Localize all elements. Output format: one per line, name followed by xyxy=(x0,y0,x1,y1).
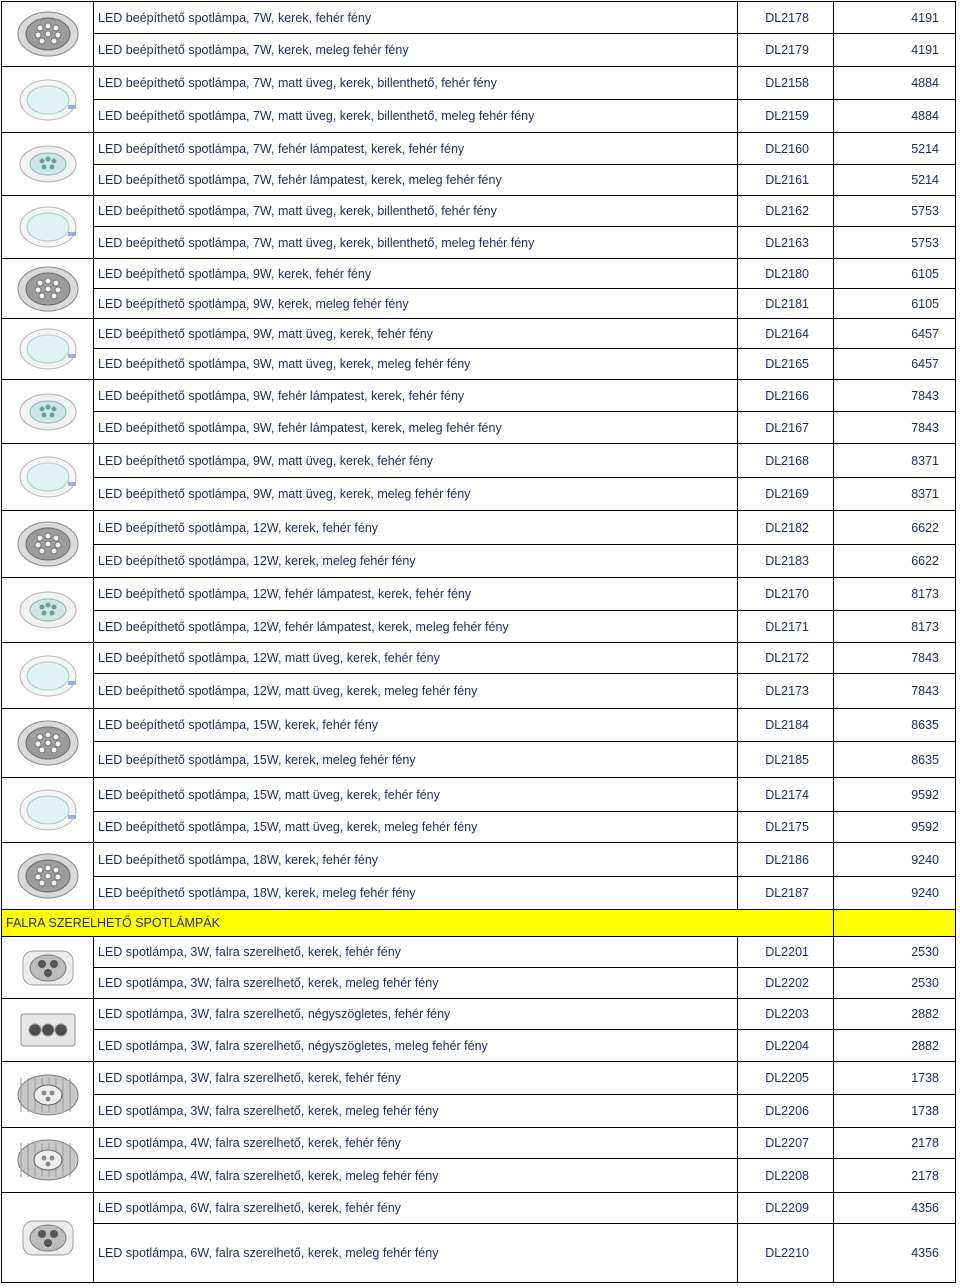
product-code: DL2167 xyxy=(738,412,834,444)
product-description: LED spotlámpa, 3W, falra szerelhető, kerek, meleg fehér fény xyxy=(94,968,738,999)
table-row xyxy=(2,674,956,709)
product-code: DL2163 xyxy=(738,227,834,259)
product-price: 8635 xyxy=(834,709,956,742)
table-row xyxy=(2,196,956,227)
recessed-frosted-spotlight-icon xyxy=(2,202,93,252)
product-image-cell xyxy=(2,1193,94,1283)
product-price: 6622 xyxy=(834,511,956,545)
product-image-cell xyxy=(2,133,94,196)
product-code: DL2172 xyxy=(738,643,834,674)
table-row xyxy=(2,259,956,289)
product-description: LED beépíthető spotlámpa, 12W, fehér lámpatest, kerek, fehér fény xyxy=(94,578,738,611)
table-row xyxy=(2,545,956,578)
product-description: LED beépíthető spotlámpa, 15W, kerek, fehér fény xyxy=(94,709,738,742)
product-code: DL2185 xyxy=(738,742,834,778)
product-image-cell xyxy=(2,843,94,910)
product-price: 5214 xyxy=(834,165,956,196)
product-price: 4191 xyxy=(834,34,956,67)
product-price: 4356 xyxy=(834,1193,956,1224)
product-description: LED beépíthető spotlámpa, 7W, matt üveg, kerek, billenthető, meleg fehér fény xyxy=(94,100,738,133)
section-title: FALRA SZERELHETŐ SPOTLÁMPÁK xyxy=(2,910,834,937)
table-row xyxy=(2,843,956,877)
product-description: LED beépíthető spotlámpa, 7W, fehér lámpatest, kerek, fehér fény xyxy=(94,133,738,165)
product-image-cell xyxy=(2,778,94,843)
table-row xyxy=(2,709,956,742)
table-row xyxy=(2,2,956,34)
product-price: 5753 xyxy=(834,227,956,259)
product-image-cell xyxy=(2,67,94,133)
product-image-cell xyxy=(2,259,94,319)
table-row xyxy=(2,412,956,444)
product-code: DL2207 xyxy=(738,1128,834,1159)
product-image-cell xyxy=(2,999,94,1062)
product-price: 8173 xyxy=(834,611,956,643)
recessed-white-spotlight-icon xyxy=(2,139,93,189)
product-code: DL2174 xyxy=(738,778,834,812)
product-price: 5214 xyxy=(834,133,956,165)
table-row xyxy=(2,877,956,910)
product-image-cell xyxy=(2,2,94,67)
product-description: LED beépíthető spotlámpa, 9W, kerek, fehér fény xyxy=(94,259,738,289)
table-row xyxy=(2,999,956,1030)
wall-finned-spotlight-icon xyxy=(2,1135,93,1185)
product-description: LED spotlámpa, 3W, falra szerelhető, négyszögletes, fehér fény xyxy=(94,999,738,1030)
product-description: LED spotlámpa, 3W, falra szerelhető, négyszögletes, meleg fehér fény xyxy=(94,1030,738,1062)
product-code: DL2205 xyxy=(738,1062,834,1095)
product-description: LED beépíthető spotlámpa, 9W, matt üveg, kerek, fehér fény xyxy=(94,444,738,478)
product-code: DL2184 xyxy=(738,709,834,742)
table-row xyxy=(2,742,956,778)
table-row xyxy=(2,478,956,511)
product-image-cell xyxy=(2,380,94,444)
recessed-metal-spotlight-icon xyxy=(2,851,93,901)
wall-spotlights-header xyxy=(2,910,956,937)
product-price: 6457 xyxy=(834,319,956,349)
product-description: LED beépíthető spotlámpa, 7W, matt üveg, kerek, billenthető, fehér fény xyxy=(94,196,738,227)
recessed-white-spotlight-icon xyxy=(2,585,93,635)
product-description: LED beépíthető spotlámpa, 18W, kerek, meleg fehér fény xyxy=(94,877,738,910)
product-code: DL2203 xyxy=(738,999,834,1030)
table-row xyxy=(2,578,956,611)
product-price: 2882 xyxy=(834,1030,956,1062)
table-row xyxy=(2,133,956,165)
product-price: 6457 xyxy=(834,349,956,380)
product-description: LED beépíthető spotlámpa, 15W, matt üveg, kerek, fehér fény xyxy=(94,778,738,812)
product-code: DL2169 xyxy=(738,478,834,511)
product-code: DL2158 xyxy=(738,67,834,100)
table-row xyxy=(2,968,956,999)
product-price: 6622 xyxy=(834,545,956,578)
product-image-cell xyxy=(2,511,94,578)
product-code: DL2182 xyxy=(738,511,834,545)
recessed-metal-spotlight-icon xyxy=(2,9,93,59)
recessed-metal-spotlight-icon xyxy=(2,519,93,569)
product-description: LED beépíthető spotlámpa, 9W, matt üveg, kerek, meleg fehér fény xyxy=(94,478,738,511)
product-code: DL2173 xyxy=(738,674,834,709)
product-price: 8173 xyxy=(834,578,956,611)
product-image-cell xyxy=(2,1128,94,1193)
product-description: LED beépíthető spotlámpa, 9W, matt üveg, kerek, fehér fény xyxy=(94,319,738,349)
product-description: LED spotlámpa, 4W, falra szerelhető, kerek, meleg fehér fény xyxy=(94,1159,738,1193)
section-header-row xyxy=(2,910,956,937)
product-description: LED beépíthető spotlámpa, 12W, kerek, meleg fehér fény xyxy=(94,545,738,578)
product-price: 1738 xyxy=(834,1062,956,1095)
product-price: 4191 xyxy=(834,2,956,34)
table-row xyxy=(2,380,956,412)
product-price: 9240 xyxy=(834,877,956,910)
product-price: 2530 xyxy=(834,937,956,968)
product-price: 6105 xyxy=(834,289,956,319)
product-description: LED beépíthető spotlámpa, 7W, kerek, meleg fehér fény xyxy=(94,34,738,67)
product-code: DL2168 xyxy=(738,444,834,478)
product-image-cell xyxy=(2,319,94,380)
product-description: LED spotlámpa, 6W, falra szerelhető, kerek, meleg fehér fény xyxy=(94,1224,738,1283)
product-image-cell xyxy=(2,709,94,778)
product-price: 4884 xyxy=(834,67,956,100)
wall-round-spotlight-icon xyxy=(2,943,93,993)
recessed-frosted-spotlight-icon xyxy=(2,324,93,374)
product-code: DL2206 xyxy=(738,1095,834,1128)
table-row xyxy=(2,812,956,843)
product-description: LED beépíthető spotlámpa, 7W, kerek, fehér fény xyxy=(94,2,738,34)
recessed-metal-spotlight-icon xyxy=(2,718,93,768)
product-description: LED spotlámpa, 3W, falra szerelhető, kerek, fehér fény xyxy=(94,937,738,968)
product-code: DL2208 xyxy=(738,1159,834,1193)
product-code: DL2183 xyxy=(738,545,834,578)
wall-square-spotlight-icon xyxy=(2,1005,93,1055)
table-row xyxy=(2,289,956,319)
product-price: 1738 xyxy=(834,1095,956,1128)
table-row xyxy=(2,643,956,674)
table-row xyxy=(2,511,956,545)
recessed-frosted-spotlight-icon xyxy=(2,452,93,502)
product-price: 2178 xyxy=(834,1128,956,1159)
product-price: 8635 xyxy=(834,742,956,778)
table-row xyxy=(2,1128,956,1159)
table-row xyxy=(2,1030,956,1062)
product-price: 4884 xyxy=(834,100,956,133)
recessed-frosted-spotlight-icon xyxy=(2,651,93,701)
table-row xyxy=(2,319,956,349)
table-row xyxy=(2,349,956,380)
table-row xyxy=(2,165,956,196)
product-image-cell xyxy=(2,1062,94,1128)
table-row xyxy=(2,34,956,67)
product-price: 6105 xyxy=(834,259,956,289)
product-image-cell xyxy=(2,578,94,643)
product-description: LED beépíthető spotlámpa, 9W, kerek, meleg fehér fény xyxy=(94,289,738,319)
table-row xyxy=(2,1095,956,1128)
product-description: LED spotlámpa, 6W, falra szerelhető, kerek, fehér fény xyxy=(94,1193,738,1224)
product-code: DL2161 xyxy=(738,165,834,196)
product-code: DL2186 xyxy=(738,843,834,877)
product-code: DL2178 xyxy=(738,2,834,34)
product-description: LED beépíthető spotlámpa, 12W, matt üveg, kerek, meleg fehér fény xyxy=(94,674,738,709)
product-description: LED beépíthető spotlámpa, 12W, fehér lámpatest, kerek, meleg fehér fény xyxy=(94,611,738,643)
product-code: DL2165 xyxy=(738,349,834,380)
product-price: 9592 xyxy=(834,778,956,812)
product-description: LED beépíthető spotlámpa, 7W, fehér lámpatest, kerek, meleg fehér fény xyxy=(94,165,738,196)
recessed-frosted-spotlight-icon xyxy=(2,75,93,125)
price-list-table xyxy=(1,1,956,1283)
wall-round-spotlight-icon xyxy=(2,1213,93,1263)
product-code: DL2175 xyxy=(738,812,834,843)
product-description: LED beépíthető spotlámpa, 9W, fehér lámpatest, kerek, meleg fehér fény xyxy=(94,412,738,444)
product-description: LED beépíthető spotlámpa, 9W, fehér lámpatest, kerek, fehér fény xyxy=(94,380,738,412)
table-row xyxy=(2,1062,956,1095)
product-description: LED beépíthető spotlámpa, 7W, matt üveg, kerek, billenthető, fehér fény xyxy=(94,67,738,100)
product-description: LED beépíthető spotlámpa, 18W, kerek, fehér fény xyxy=(94,843,738,877)
product-price: 8371 xyxy=(834,444,956,478)
table-row xyxy=(2,1159,956,1193)
recessed-spotlights-section xyxy=(2,2,956,910)
product-description: LED beépíthető spotlámpa, 15W, matt üveg, kerek, meleg fehér fény xyxy=(94,812,738,843)
product-code: DL2159 xyxy=(738,100,834,133)
product-description: LED beépíthető spotlámpa, 12W, kerek, fehér fény xyxy=(94,511,738,545)
product-image-cell xyxy=(2,643,94,709)
product-price: 7843 xyxy=(834,643,956,674)
product-code: DL2171 xyxy=(738,611,834,643)
product-code: DL2162 xyxy=(738,196,834,227)
product-price: 9240 xyxy=(834,843,956,877)
product-code: DL2164 xyxy=(738,319,834,349)
product-price: 7843 xyxy=(834,380,956,412)
section-header-blank xyxy=(834,910,956,937)
product-price: 7843 xyxy=(834,412,956,444)
product-code: DL2179 xyxy=(738,34,834,67)
product-code: DL2204 xyxy=(738,1030,834,1062)
product-description: LED beépíthető spotlámpa, 7W, matt üveg, kerek, billenthető, meleg fehér fény xyxy=(94,227,738,259)
table-row xyxy=(2,1224,956,1283)
recessed-metal-spotlight-icon xyxy=(2,264,93,314)
recessed-frosted-spotlight-icon xyxy=(2,785,93,835)
product-code: DL2170 xyxy=(738,578,834,611)
product-description: LED beépíthető spotlámpa, 15W, kerek, meleg fehér fény xyxy=(94,742,738,778)
product-image-cell xyxy=(2,444,94,511)
product-price: 5753 xyxy=(834,196,956,227)
recessed-white-spotlight-icon xyxy=(2,387,93,437)
wall-spotlights-section xyxy=(2,937,956,1283)
table-row xyxy=(2,67,956,100)
product-description: LED spotlámpa, 3W, falra szerelhető, kerek, meleg fehér fény xyxy=(94,1095,738,1128)
table-row xyxy=(2,611,956,643)
product-code: DL2209 xyxy=(738,1193,834,1224)
table-row xyxy=(2,444,956,478)
product-code: DL2160 xyxy=(738,133,834,165)
product-price: 2530 xyxy=(834,968,956,999)
product-code: DL2210 xyxy=(738,1224,834,1283)
product-code: DL2180 xyxy=(738,259,834,289)
product-image-cell xyxy=(2,937,94,999)
table-row xyxy=(2,778,956,812)
product-price: 8371 xyxy=(834,478,956,511)
table-row xyxy=(2,1193,956,1224)
product-price: 2178 xyxy=(834,1159,956,1193)
product-code: DL2201 xyxy=(738,937,834,968)
table-row xyxy=(2,100,956,133)
product-price: 9592 xyxy=(834,812,956,843)
product-code: DL2202 xyxy=(738,968,834,999)
product-description: LED beépíthető spotlámpa, 9W, matt üveg, kerek, meleg fehér fény xyxy=(94,349,738,380)
product-code: DL2187 xyxy=(738,877,834,910)
product-code: DL2166 xyxy=(738,380,834,412)
wall-finned-spotlight-icon xyxy=(2,1070,93,1120)
product-description: LED beépíthető spotlámpa, 12W, matt üveg, kerek, fehér fény xyxy=(94,643,738,674)
table-row xyxy=(2,227,956,259)
product-price: 4356 xyxy=(834,1224,956,1283)
table-row xyxy=(2,937,956,968)
product-description: LED spotlámpa, 3W, falra szerelhető, kerek, fehér fény xyxy=(94,1062,738,1095)
product-price: 2882 xyxy=(834,999,956,1030)
product-description: LED spotlámpa, 4W, falra szerelhető, kerek, fehér fény xyxy=(94,1128,738,1159)
product-code: DL2181 xyxy=(738,289,834,319)
product-image-cell xyxy=(2,196,94,259)
product-price: 7843 xyxy=(834,674,956,709)
